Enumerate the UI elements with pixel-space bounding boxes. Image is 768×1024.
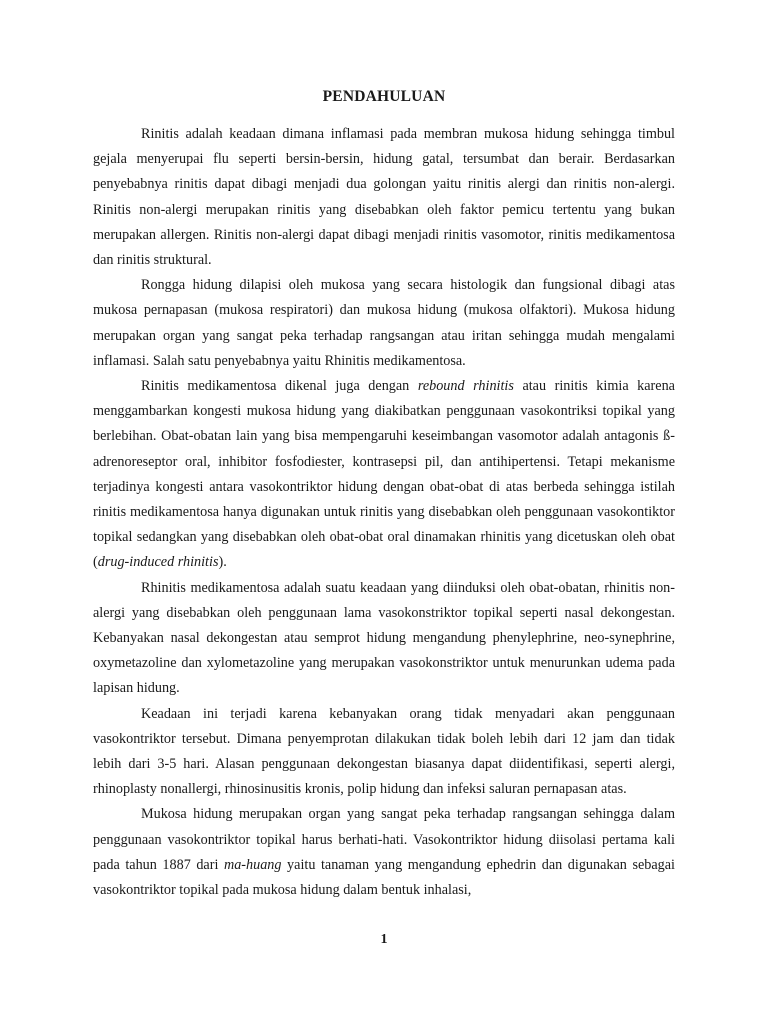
paragraph-text: Rhinitis medikamentosa adalah suatu keadaan yang diinduksi oleh obat-obatan, rhinitis non-alergi yang disebabkan oleh penggunaan lama vasokonstriktor topikal seperti nasal dekongestan. Kebanyakan nasal dekongestan atau semprot hidung mengandung phenylephrine, neo-synephrine, oxymetazoline dan xylometazoline yang merupakan vasokonstriktor untuk menurunkan udema pada lapisan hidung. — [93, 579, 675, 697]
italic-term: drug-induced rhinitis — [97, 554, 219, 571]
italic-term: rebound rhinitis — [417, 378, 514, 395]
paragraph-text: Rinitis medikamentosa dikenal juga dengan — [141, 378, 418, 395]
page-title: PENDAHULUAN — [322, 88, 446, 105]
paragraph-text: yaitu tanaman yang mengandung ephedrin dan digunakan sebagai vasokontriktor topikal pada mukosa hidung dalam bentuk inhalasi, — [93, 856, 675, 899]
paragraph-text: Keadaan ini terjadi karena kebanyakan orang tidak menyadari akan penggunaan vasokontriktor tersebut. Dimana penyemprotan dilakukan tidak boleh lebih dari 12 jam dan tidak lebih dari 3-5 hari. Alasan penggunaan dekongestan biasanya dapat diidentifikasi, seperti alergi, rhinoplasty nonallergi, rhinosinusitis kronis, polip hidung dan infeksi saluran pernapasan atas. — [93, 705, 675, 798]
paragraph-text: ). — [218, 554, 227, 571]
paragraph — [93, 702, 675, 803]
paragraph — [93, 576, 675, 702]
paragraph-text: atau rinitis kimia karena menggambarkan kongesti mukosa hidung yang diakibatkan penggunaan vasokontriksi topikal yang berlebihan. Obat-obatan lain yang bisa mempengaruhi keseimbangan vasomotor adalah antagonis ß-adrenoreseptor oral, inhibitor fosfodiester, kontrasepsi pil, dan antihipertensi. Tetapi mekanisme terjadinya kongesti antara vasokontriktor hidung dengan obat-obat di atas berbeda sehingga istilah rinitis medikamentosa hanya digunakan untuk rinitis yang disebabkan oleh penggunaan vasokontiktor topikal sedangkan yang disebabkan oleh obat-obat oral dinamakan rhinitis yang dicetuskan oleh obat ( — [93, 378, 675, 571]
italic-term: ma-huang — [223, 856, 282, 873]
paragraph-text: Rongga hidung dilapisi oleh mukosa yang secara histologik dan fungsional dibagi atas mukosa pernapasan (mukosa respiratori) dan mukosa hidung (mukosa olfaktori). Mukosa hidung merupakan organ yang sangat peka terhadap rangsangan atau iritan sehingga mudah mengalami inflamasi. Salah satu penyebabnya yaitu Rhinitis medikamentosa. — [93, 277, 675, 369]
paragraph — [93, 273, 675, 374]
paragraph-text: Mukosa hidung merupakan organ yang sangat peka terhadap rangsangan sehingga dalam penggunaan vasokontriktor topikal harus berhati-hati. Vasokontriktor hidung diisolasi pertama kali pada tahun 1887 dari — [93, 806, 675, 873]
paragraph-text: Rinitis adalah keadaan dimana inflamasi pada membran mukosa hidung sehingga timbul gejala menyerupai flu seperti bersin-bersin, hidung gatal, tersumbat dan berair. Berdasarkan penyebabnya rinitis dapat dibagi menjadi dua golongan yaitu rinitis alergi dan rinitis non-alergi. Rinitis non-alergi merupakan rinitis yang disebabkan oleh faktor pemicu tertentu yang bukan merupakan allergen. Rinitis non-alergi dapat dibagi menjadi rinitis vasomotor, rinitis medikamentosa dan rinitis struktural. — [93, 126, 675, 269]
page-number: 1 — [380, 932, 388, 947]
document-page — [93, 0, 675, 1024]
paragraph — [93, 374, 675, 576]
paragraph — [93, 122, 675, 273]
paragraph — [93, 802, 675, 903]
document-body — [93, 122, 675, 903]
